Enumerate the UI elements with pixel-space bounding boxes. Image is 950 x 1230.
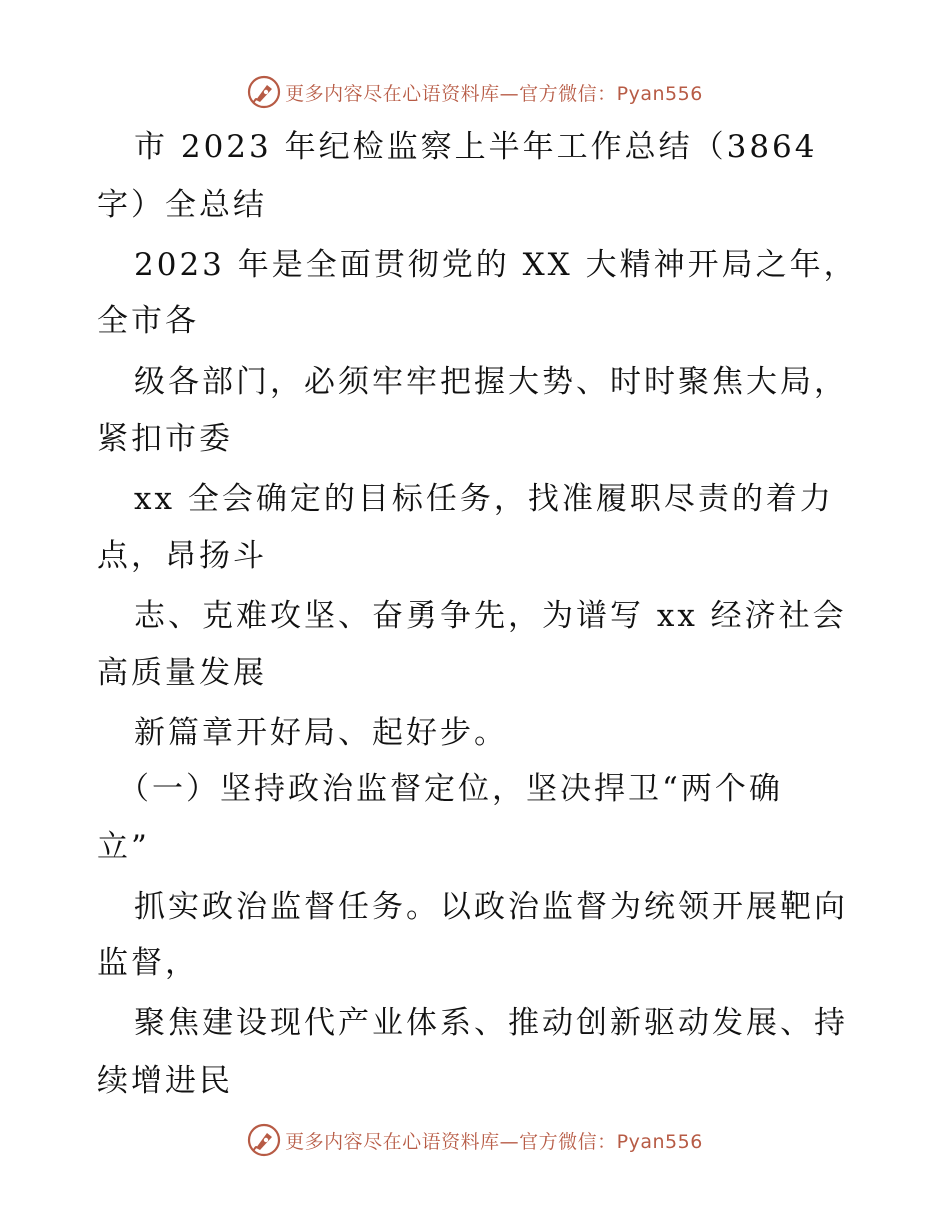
title-line-1: 市 2023 年纪检监察上半年工作总结（3864 xyxy=(134,129,818,165)
paragraph-line: 抓实政治监督任务。以政治监督为统领开展靶向 xyxy=(134,889,848,925)
pen-nib-logo-icon xyxy=(247,75,281,109)
section-heading-line-1: （一）坚持政治监督定位，坚决捍卫“两个确 xyxy=(118,771,783,807)
header-watermark-banner xyxy=(0,72,950,112)
title-line-2: 字）全总结 xyxy=(97,187,267,223)
paragraph-line: 监督， xyxy=(97,945,199,981)
paragraph-line: 级各部门，必须牢牢把握大势、时时聚焦大局， xyxy=(134,364,848,400)
footer-watermark-banner xyxy=(0,1120,950,1160)
paragraph-line: 高质量发展 xyxy=(97,655,267,691)
pen-nib-logo-icon xyxy=(247,1123,281,1157)
paragraph-line: 全市各 xyxy=(97,303,199,339)
paragraph-line: 2023 年是全面贯彻党的 XX 大精神开局之年， xyxy=(134,247,858,283)
paragraph-line: 聚焦建设现代产业体系、推动创新驱动发展、持 xyxy=(134,1005,848,1041)
section-heading-line-2: 立” xyxy=(97,829,150,865)
watermark-text: 更多内容尽在心语资料库—官方微信：Pyan556 xyxy=(285,1130,703,1153)
paragraph-line: 紧扣市委 xyxy=(97,421,233,457)
paragraph-line: 续增进民 xyxy=(97,1063,233,1099)
paragraph-line: xx 全会确定的目标任务，找准履职尽责的着力 xyxy=(134,481,834,517)
watermark-text: 更多内容尽在心语资料库—官方微信：Pyan556 xyxy=(285,82,703,105)
paragraph-line: 新篇章开好局、起好步。 xyxy=(134,715,508,751)
paragraph-line: 点，昂扬斗 xyxy=(97,538,267,574)
paragraph-line: 志、克难攻坚、奋勇争先，为谱写 xx 经济社会 xyxy=(134,598,847,634)
